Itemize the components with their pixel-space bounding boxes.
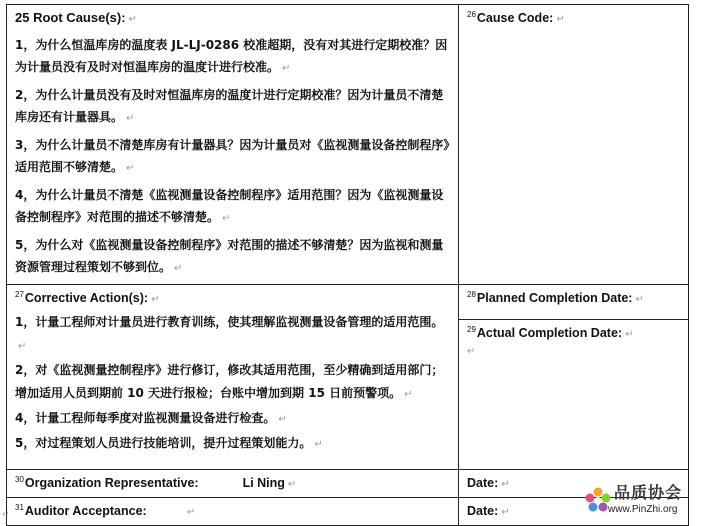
corrective-action-label: Corrective Action(s):	[24, 291, 149, 305]
corrective-action-item: 2，对《监视测量控制程序》进行修订，修改其适用范围，至少精确到适用部门；增加适用人员到期前 10 天进行报检；台账中增加到期 15 日前预警项。 ↵	[15, 363, 444, 400]
corrective-action-form	[6, 4, 689, 526]
corrective-action-header	[15, 287, 450, 311]
corrective-action-item: 4，计量工程师每季度对监视测量设备进行检查。 ↵	[15, 411, 287, 425]
root-cause-item: 4，为什么计量员不清楚《监视测量设备控制程序》适用范围？因为《监视测量设备控制程序》对范围的描述不够清楚。 ↵	[15, 188, 444, 224]
corrective-action-cell	[7, 285, 459, 470]
org-rep-number: 30	[15, 474, 24, 484]
auditor-acceptance-cell[interactable]	[7, 498, 459, 526]
pilcrow-icon: ↵	[174, 263, 183, 274]
pilcrow-icon: ↵	[18, 341, 27, 352]
organization-representative-cell[interactable]	[7, 470, 459, 498]
watermark-logo	[584, 480, 704, 524]
root-cause-item: 2，为什么计量员没有及时对恒温库房的温度计进行定期校准？因为计量员不清楚库房还有计量器具。 ↵	[15, 88, 444, 124]
root-cause-item: 5，为什么对《监视测量设备控制程序》对范围的描述不够清楚？因为监视和测量资源管理过程策划不够到位。 ↵	[15, 238, 444, 274]
aud-date-label: Date:	[467, 504, 499, 518]
pilcrow-icon: ↵	[314, 439, 323, 450]
planned-completion-cell[interactable]	[459, 285, 689, 320]
planned-completion-label: Planned Completion Date:	[476, 291, 633, 305]
actual-completion-label: Actual Completion Date:	[476, 326, 623, 340]
pilcrow-icon: ↵	[501, 507, 510, 518]
pilcrow-icon: ↵	[287, 479, 297, 490]
corrective-action-number: 27	[15, 289, 24, 299]
pilcrow-icon: ↵	[128, 14, 137, 25]
cause-code-label: Cause Code:	[476, 11, 554, 25]
pilcrow-icon: ↵	[404, 389, 413, 400]
actual-completion-cell[interactable]	[459, 320, 689, 470]
pilcrow-icon: ↵	[278, 414, 287, 425]
root-cause-cell	[7, 5, 459, 285]
watermark-name: 品质协会	[614, 483, 683, 502]
planned-completion-number: 28	[467, 289, 476, 299]
org-rep-name: Li Ning	[242, 476, 285, 490]
root-cause-item: 1，为什么恒温库房的温度表 JL-LJ-0286 校准超期，没有对其进行定期校准？因为计量员没有及时对恒温库房的温度计进行校准。 ↵	[15, 38, 448, 74]
org-rep-label: Organization Representative:	[24, 476, 199, 490]
auditor-number: 31	[15, 502, 24, 512]
root-cause-item: 3，为什么计量员不清楚库房有计量器具？因为计量员对《监视测量设备控制程序》适用范围不够清楚。 ↵	[15, 138, 450, 174]
cause-code-number: 26	[467, 9, 476, 19]
pilcrow-icon: ↵	[222, 213, 231, 224]
corrective-action-item: 5，对过程策划人员进行技能培训，提升过程策划能力。 ↵	[15, 436, 323, 450]
pilcrow-icon: ↵	[2, 510, 10, 520]
rep-date-label: Date:	[467, 476, 499, 490]
pilcrow-icon: ↵	[126, 163, 135, 174]
actual-completion-header	[467, 322, 680, 346]
root-cause-number: 25	[15, 10, 30, 25]
pilcrow-icon: ↵	[186, 507, 196, 518]
auditor-label: Auditor Acceptance:	[24, 504, 147, 518]
watermark-url: www.PinZhi.org	[608, 504, 678, 515]
pilcrow-icon: ↵	[126, 113, 135, 124]
planned-completion-header	[467, 287, 680, 311]
root-cause-header	[15, 7, 450, 31]
actual-completion-number: 29	[467, 324, 476, 334]
cause-code-cell[interactable]	[459, 5, 689, 285]
pilcrow-icon: ↵	[282, 63, 291, 74]
root-cause-label: Root Cause(s):	[33, 10, 126, 25]
corrective-action-item: 1，计量工程师对计量员进行教育训练，使其理解监视测量设备管理的适用范围。↵	[15, 315, 444, 352]
pilcrow-icon: ↵	[635, 294, 644, 305]
pilcrow-icon: ↵	[625, 329, 634, 340]
pilcrow-icon: ↵	[501, 479, 510, 490]
cause-code-header	[467, 7, 680, 31]
pilcrow-icon: ↵	[151, 294, 160, 305]
pilcrow-icon: ↵	[556, 14, 565, 25]
pilcrow-icon: ↵	[467, 346, 476, 357]
